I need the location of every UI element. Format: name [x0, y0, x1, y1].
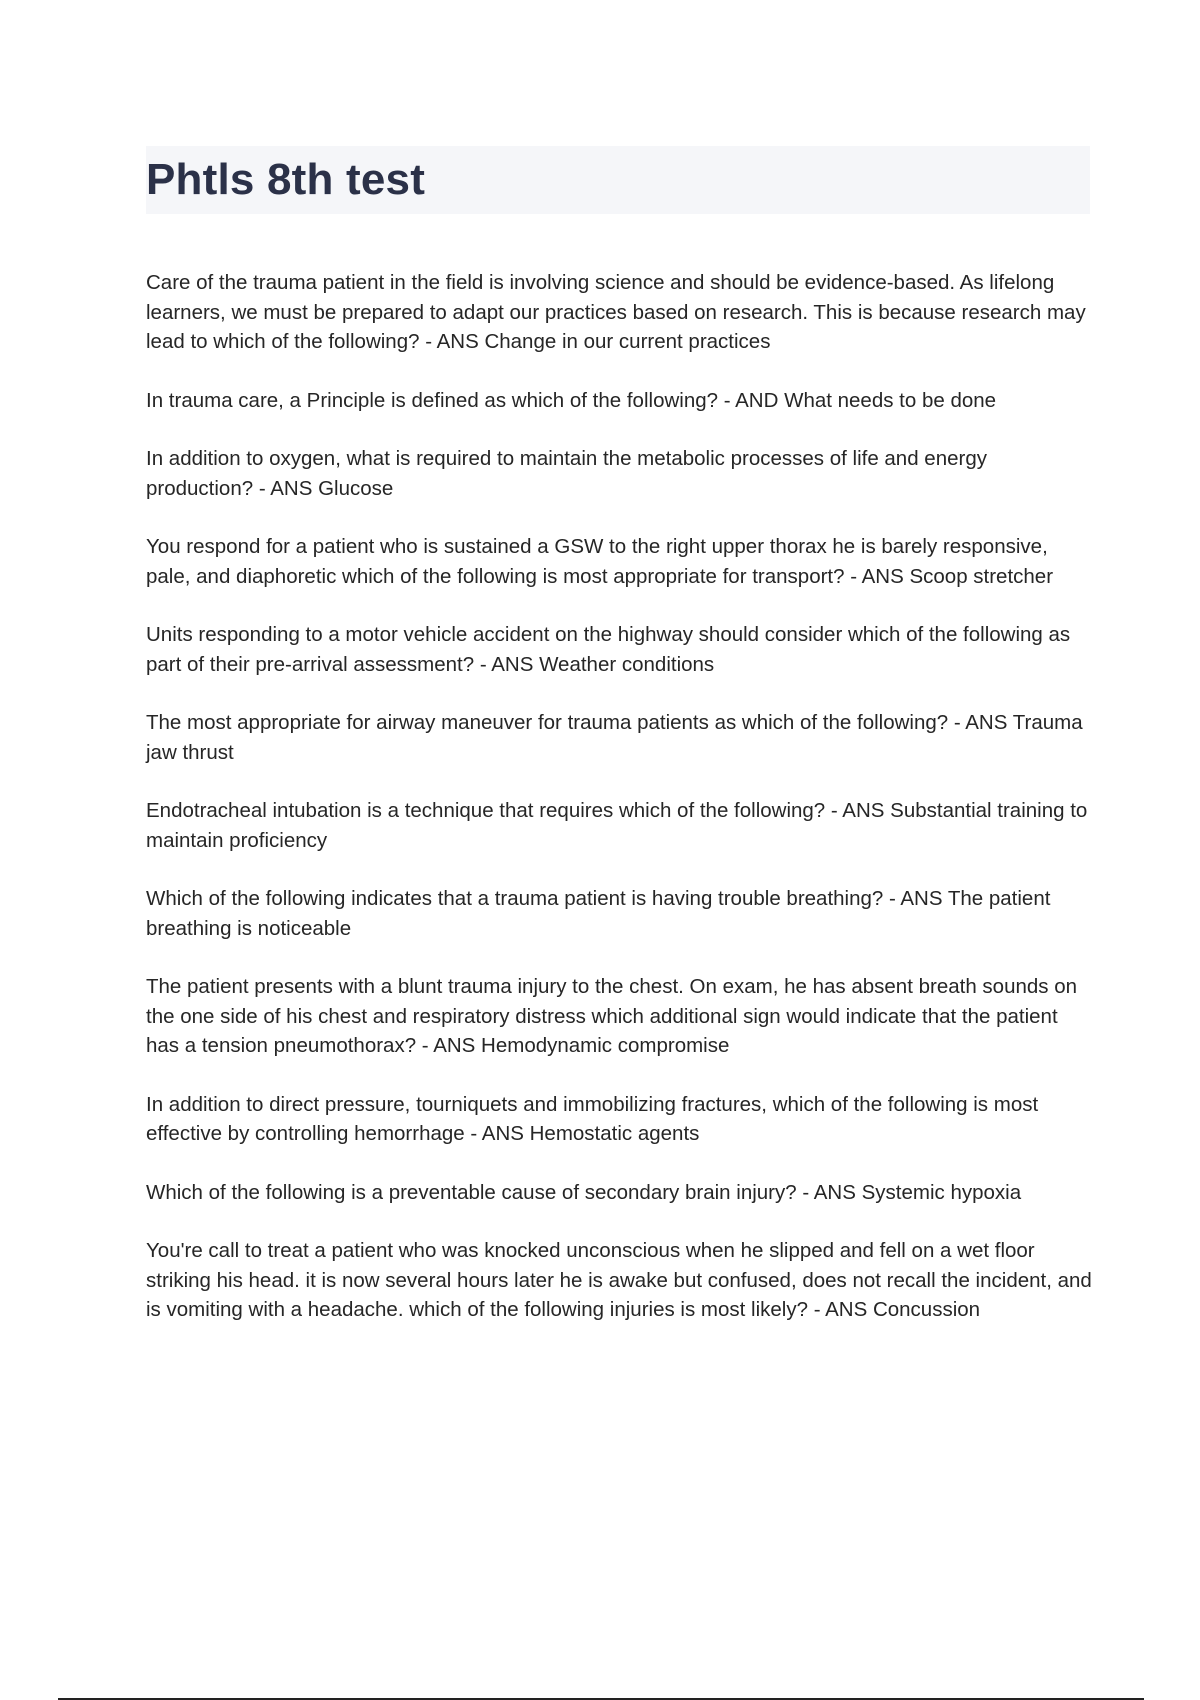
- qa-item-10: In addition to direct pressure, tourniquets and immobilizing fractures, which of the following is most effective by controlling hemorrhage - ANS Hemostatic agents: [146, 1092, 1039, 1145]
- qa-item-11: Which of the following is a preventable cause of secondary brain injury? - ANS Systemic hypoxia: [146, 1180, 1022, 1204]
- qa-item-12: You're call to treat a patient who was knocked unconscious when he slipped and fell on a wet floor striking his head. it is now several hours later he is awake but confused, does not recall the incident, and is vomiting with a headache. which of the following injuries is most likely? - ANS Concussion: [146, 1239, 1092, 1321]
- qa-item-7: Endotracheal intubation is a technique that requires which of the following? - ANS Substantial training to maintain proficiency: [146, 799, 1088, 852]
- qa-item-6: The most appropriate for airway maneuver for trauma patients as which of the following? - ANS Trauma jaw thrust: [146, 711, 1083, 764]
- qa-list: [146, 268, 1096, 1354]
- qa-item-4: You respond for a patient who is sustained a GSW to the right upper thorax he is barely responsive, pale, and diaphoretic which of the following is most appropriate for transport? - ANS Scoop stretcher: [146, 535, 1054, 588]
- qa-item-8: Which of the following indicates that a trauma patient is having trouble breathing? - ANS The patient breathing is noticeable: [146, 887, 1051, 940]
- qa-item-2: In trauma care, a Principle is defined as which of the following? - AND What needs to be done: [146, 388, 997, 412]
- qa-item-3: In addition to oxygen, what is required to maintain the metabolic processes of life and energy production? - ANS Glucose: [146, 447, 987, 500]
- page-title: Phtls 8th test: [146, 155, 426, 204]
- qa-item-9: The patient presents with a blunt trauma injury to the chest. On exam, he has absent breath sounds on the one side of his chest and respiratory distress which additional sign would indicate that the patient has a tension pneumothorax? - ANS Hemodynamic compromise: [146, 975, 1078, 1057]
- title-band: [146, 146, 1090, 214]
- qa-item-1: Care of the trauma patient in the field is involving science and should be evidence-based. As lifelong learners, we must be prepared to adapt our practices based on research. This is because research may lead to which of the following? - ANS Change in our current practices: [146, 271, 1086, 353]
- qa-item-5: Units responding to a motor vehicle accident on the highway should consider which of the following as part of their pre-arrival assessment? - ANS Weather conditions: [146, 623, 1071, 676]
